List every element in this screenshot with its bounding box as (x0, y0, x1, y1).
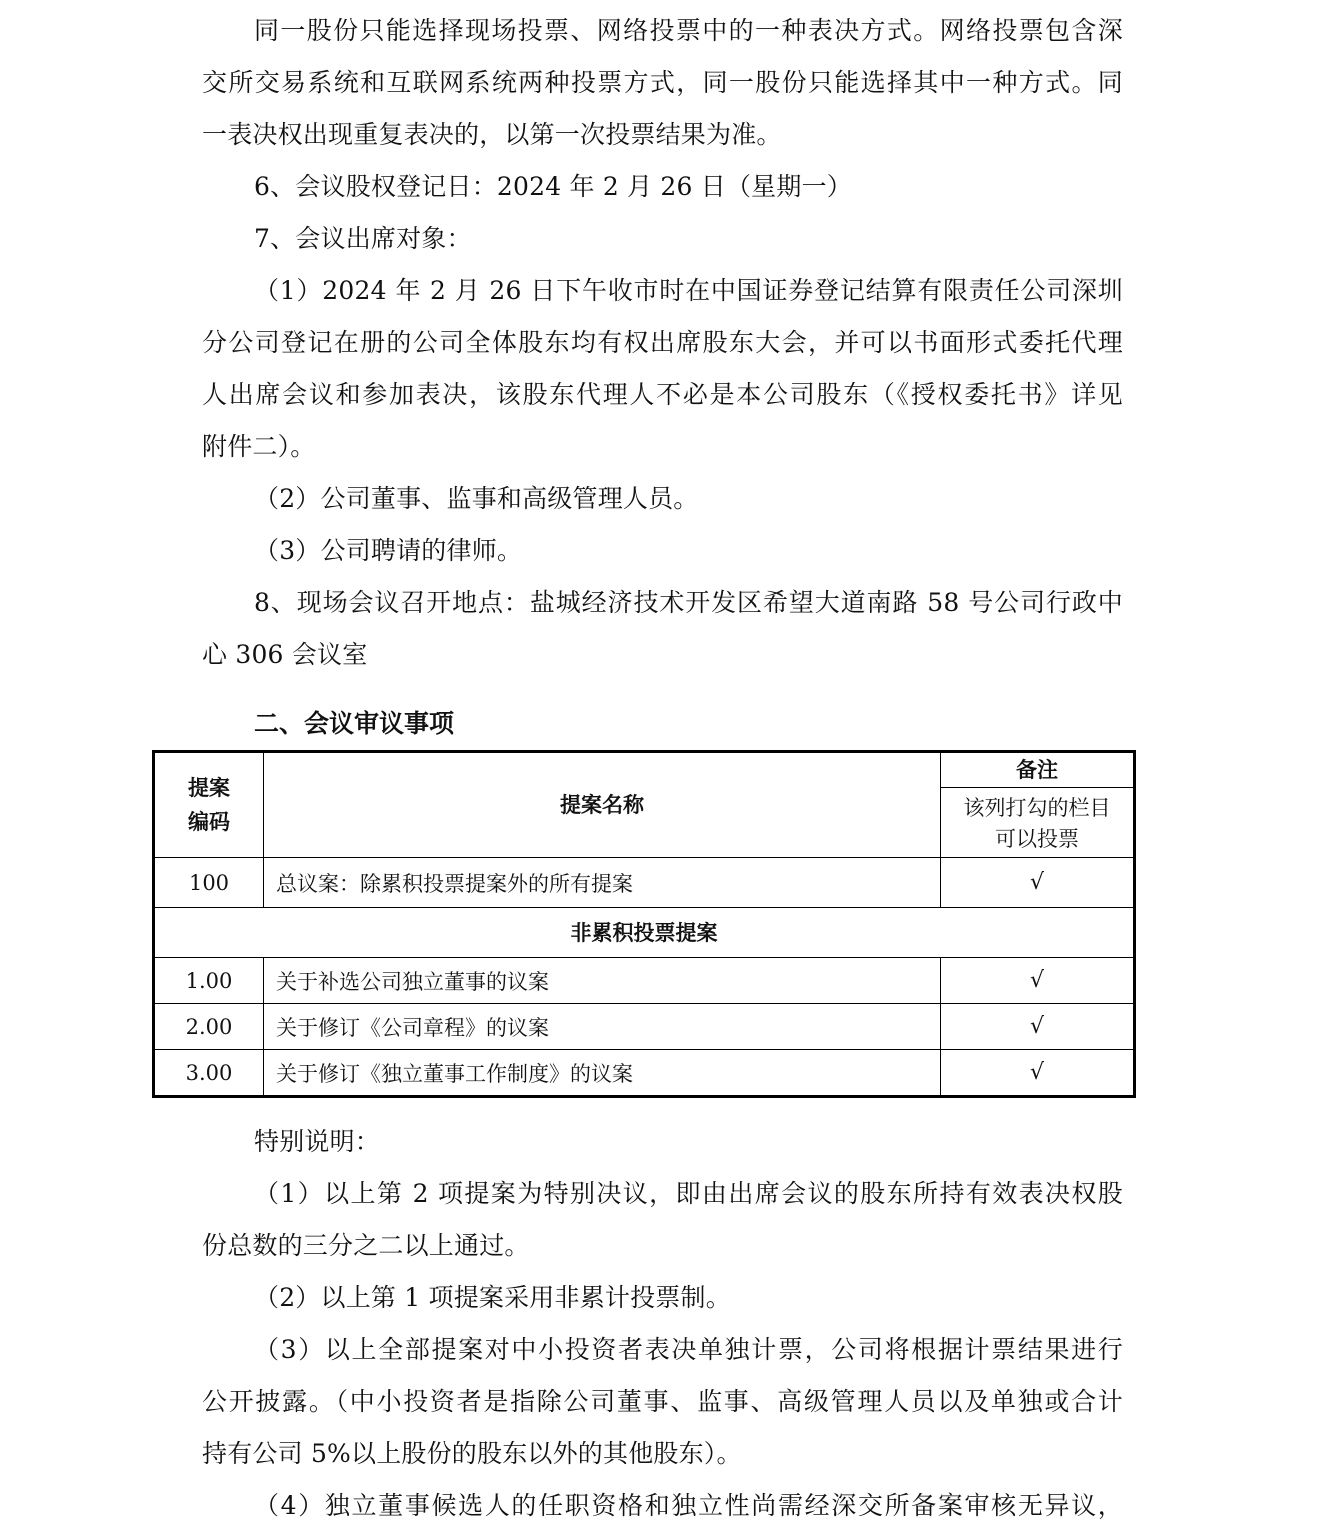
paragraph-line: 持有公司 5%以上股份的股东以外的其他股东）。 (202, 1439, 742, 1468)
venue-item-cont: 心 306 会议室 (202, 640, 368, 669)
paragraph-line: 一表决权出现重复表决的，以第一次投票结果为准。 (202, 120, 782, 149)
paragraph-line: 公开披露。（中小投资者是指除公司董事、监事、高级管理人员以及单独或合计 (202, 1387, 1123, 1416)
proposal-code: 2.00 (154, 1004, 264, 1050)
paragraph-line: （1）2024 年 2 月 26 日下午收市时在中国证券登记结算有限责任公司深圳 (254, 276, 1123, 305)
header-code: 提案 编码 (154, 752, 264, 858)
header-name: 提案名称 (264, 752, 941, 858)
proposals-table (152, 750, 1136, 1098)
paragraph-line: （3）以上全部提案对中小投资者表决单独计票，公司将根据计票结果进行 (254, 1335, 1123, 1364)
header-remark-sub: 该列打勾的栏目 可以投票 (941, 788, 1135, 858)
table-row (154, 958, 1135, 1004)
proposal-name: 关于修订《公司章程》的议案 (264, 1004, 941, 1050)
proposal-name: 关于补选公司独立董事的议案 (264, 958, 941, 1004)
group-label: 非累积投票提案 (154, 908, 1135, 958)
note-item: （2）以上第 1 项提案采用非累计投票制。 (254, 1283, 731, 1312)
venue-item: 8、现场会议召开地点：盐城经济技术开发区希望大道南路 58 号公司行政中 (254, 588, 1123, 617)
table-row (154, 858, 1135, 908)
attendees-item: 7、会议出席对象： (254, 224, 472, 253)
header-remark: 备注 (941, 752, 1135, 788)
paragraph-line: 分公司登记在册的公司全体股东均有权出席股东大会，并可以书面形式委托代理 (202, 328, 1123, 357)
paragraph-line: 同一股份只能选择现场投票、网络投票中的一种表决方式。网络投票包含深 (254, 16, 1123, 45)
attendees-subitem: （2）公司董事、监事和高级管理人员。 (254, 484, 699, 513)
vote-checkmark: √ (941, 1050, 1135, 1097)
paragraph-line: （1）以上第 2 项提案为特别决议，即由出席会议的股东所持有效表决权股 (254, 1179, 1123, 1208)
proposal-code: 1.00 (154, 958, 264, 1004)
attendees-subitem: （3）公司聘请的律师。 (254, 536, 523, 565)
vote-checkmark: √ (941, 858, 1135, 908)
table-header-row (154, 752, 1135, 788)
vote-checkmark: √ (941, 958, 1135, 1004)
table-group-row (154, 908, 1135, 958)
paragraph-line: （4）独立董事候选人的任职资格和独立性尚需经深交所备案审核无异议， (254, 1491, 1123, 1520)
proposal-code: 100 (154, 858, 264, 908)
paragraph-line: 交所交易系统和互联网系统两种投票方式，同一股份只能选择其中一种方式。同 (202, 68, 1123, 97)
paragraph-line: 人出席会议和参加表决，该股东代理人不必是本公司股东（《授权委托书》详见 (202, 380, 1123, 409)
proposal-name: 关于修订《独立董事工作制度》的议案 (264, 1050, 941, 1097)
vote-checkmark: √ (941, 1004, 1135, 1050)
notes-title: 特别说明： (254, 1127, 381, 1156)
section-heading: 二、会议审议事项 (254, 709, 455, 738)
paragraph-line: 份总数的三分之二以上通过。 (202, 1231, 530, 1260)
proposal-name: 总议案：除累积投票提案外的所有提案 (264, 858, 941, 908)
proposal-code: 3.00 (154, 1050, 264, 1097)
table-row (154, 1050, 1135, 1097)
record-date-item: 6、会议股权登记日：2024 年 2 月 26 日（星期一） (254, 172, 852, 201)
table-row (154, 1004, 1135, 1050)
paragraph-line: 附件二）。 (202, 432, 316, 461)
